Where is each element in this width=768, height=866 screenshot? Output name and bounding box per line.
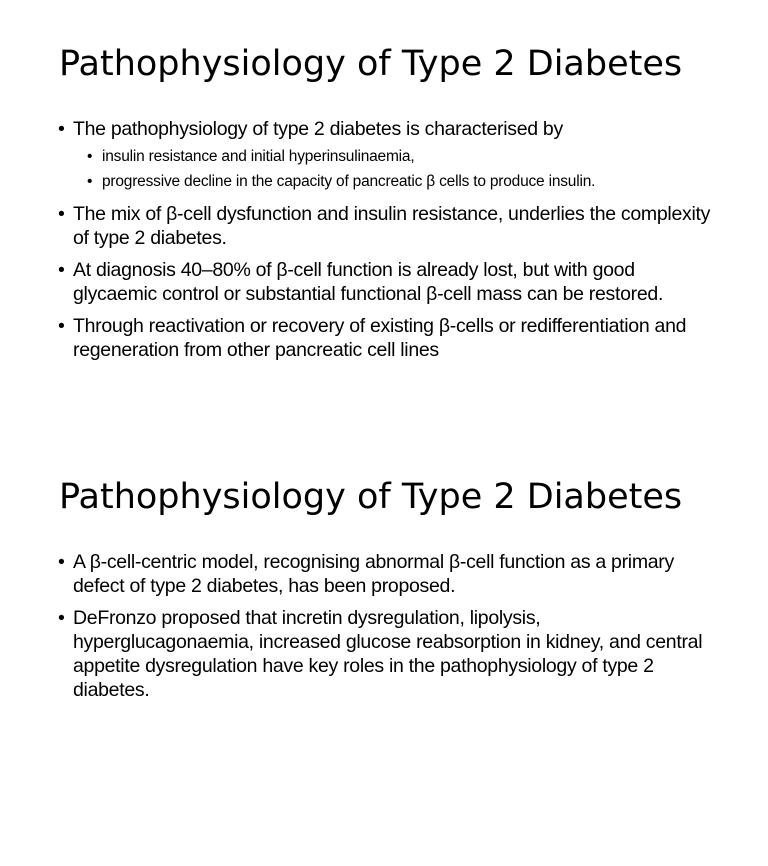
bullet-item [58, 202, 718, 250]
sub-bullet-item: • progressive decline in the capacity of pancreatic β cells to produce insulin. [73, 169, 718, 194]
bullet-text: At diagnosis 40–80% of β-cell function is already lost, but with good glycaemic control or substantial functional β-cell mass can be restored. [73, 259, 664, 305]
bullet-text: The pathophysiology of type 2 diabetes is characterised by [73, 118, 563, 140]
bullet-list [58, 117, 718, 370]
sub-bullet-list [73, 144, 718, 194]
bullet-item [58, 117, 718, 194]
bullet-text: DeFronzo proposed that incretin dysregulation, lipolysis, hyperglucagonaemia, increased glucose reabsorption in kidney, and central appetite dysregulation have key roles in the pathophysiology of type 2 diabetes. [73, 607, 703, 701]
bullet-list [58, 550, 718, 710]
sub-bullet-item: • insulin resistance and initial hyperinsulinaemia, [73, 144, 718, 169]
bullet-item [58, 314, 718, 362]
bullet-item [58, 606, 718, 702]
slide-2 [0, 433, 768, 866]
bullet-item [58, 258, 718, 306]
slide-title: Pathophysiology of Type 2 Diabetes [59, 44, 683, 84]
bullet-text: Through reactivation or recovery of existing β-cells or redifferentiation and regeneration from other pancreatic cell lines [73, 315, 687, 361]
bullet-text: A β-cell-centric model, recognising abnormal β-cell function as a primary defect of type 2 diabetes, has been proposed. [73, 551, 674, 597]
bullet-text: The mix of β-cell dysfunction and insulin resistance, underlies the complexity of type 2 diabetes. [73, 203, 711, 249]
slide-title: Pathophysiology of Type 2 Diabetes [59, 477, 683, 517]
bullet-item [58, 550, 718, 598]
